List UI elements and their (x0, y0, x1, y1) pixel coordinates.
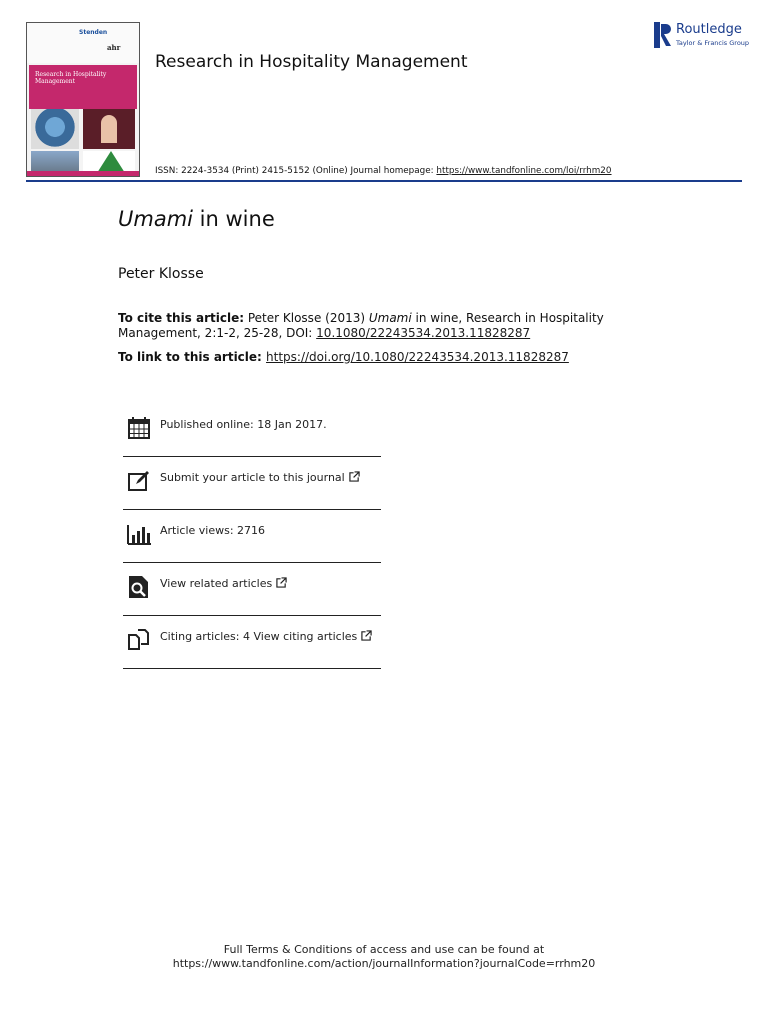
external-link-icon (349, 471, 360, 482)
routledge-logo-icon (654, 22, 672, 48)
cite-italic: Umami (368, 311, 412, 325)
header-divider (26, 180, 742, 182)
journal-cover-image (26, 22, 140, 177)
related-label[interactable]: View related articles (160, 577, 273, 590)
submit-label[interactable]: Submit your article to this journal (160, 471, 345, 484)
footer-line-2[interactable]: https://www.tandfonline.com/action/journalInformation?journalCode=rrhm20 (172, 957, 596, 970)
metric-citing[interactable] (123, 616, 381, 669)
metric-published (123, 404, 381, 457)
cover-logo2-text: ahr (107, 43, 121, 52)
article-title-italic: Umami (118, 207, 193, 231)
cite-text-2: in wine, Research in Hospitality Management, 2:1-2, 25-28, DOI: (118, 311, 604, 340)
calendar-icon (127, 416, 151, 440)
metric-submit[interactable] (123, 457, 381, 510)
cover-logo-text: Stenden (79, 29, 108, 36)
metric-published-text: Published online: 18 Jan 2017. (160, 418, 327, 431)
article-link-line (118, 350, 569, 364)
citation-block (118, 311, 658, 341)
metric-related-text[interactable] (160, 577, 287, 590)
publisher-name: Routledge (676, 22, 742, 37)
cover-triangle-icon (97, 151, 125, 173)
metric-related[interactable] (123, 563, 381, 616)
cover-title-band: Research in Hospitality Management (29, 65, 137, 109)
issn-line (155, 166, 612, 176)
article-title (118, 207, 275, 231)
footer-line-1: Full Terms & Conditions of access and use can be found at (223, 943, 545, 956)
publisher-subtitle: Taylor & Francis Group (676, 39, 750, 47)
citing-icon (127, 628, 151, 652)
link-label: To link to this article: (118, 350, 267, 364)
bar-chart-icon (127, 522, 151, 546)
issn-text: ISSN: 2224-3534 (Print) 2415-5152 (Online) Journal homepage: (155, 166, 437, 176)
cover-globe-image (31, 109, 79, 149)
metric-citing-text[interactable] (160, 630, 372, 643)
external-link-icon (276, 577, 287, 588)
citing-label[interactable]: Citing articles: 4 View citing articles (160, 630, 358, 643)
cover-photo-image (83, 109, 135, 149)
edit-icon (127, 469, 151, 493)
search-document-icon (127, 575, 151, 599)
article-title-rest: in wine (193, 207, 275, 231)
metric-views (123, 510, 381, 563)
cite-doi-link[interactable]: 10.1080/22243534.2013.11828287 (316, 326, 531, 340)
journal-title: Research in Hospitality Management (155, 52, 468, 72)
external-link-icon (361, 630, 372, 641)
publisher-logo (654, 20, 754, 50)
metric-submit-text[interactable] (160, 471, 360, 484)
metric-views-text: Article views: 2716 (160, 524, 266, 537)
cover-footer-band (27, 171, 139, 176)
cite-label: To cite this article: (118, 311, 245, 325)
article-author: Peter Klosse (118, 266, 204, 282)
cite-text-1: Peter Klosse (2013) (244, 311, 369, 325)
terms-footer (0, 943, 768, 971)
journal-homepage-link[interactable]: https://www.tandfonline.com/loi/rrhm20 (436, 166, 612, 176)
article-metrics (123, 404, 381, 669)
cover-building-image (31, 151, 79, 171)
article-doi-link[interactable]: https://doi.org/10.1080/22243534.2013.11828287 (266, 350, 569, 364)
